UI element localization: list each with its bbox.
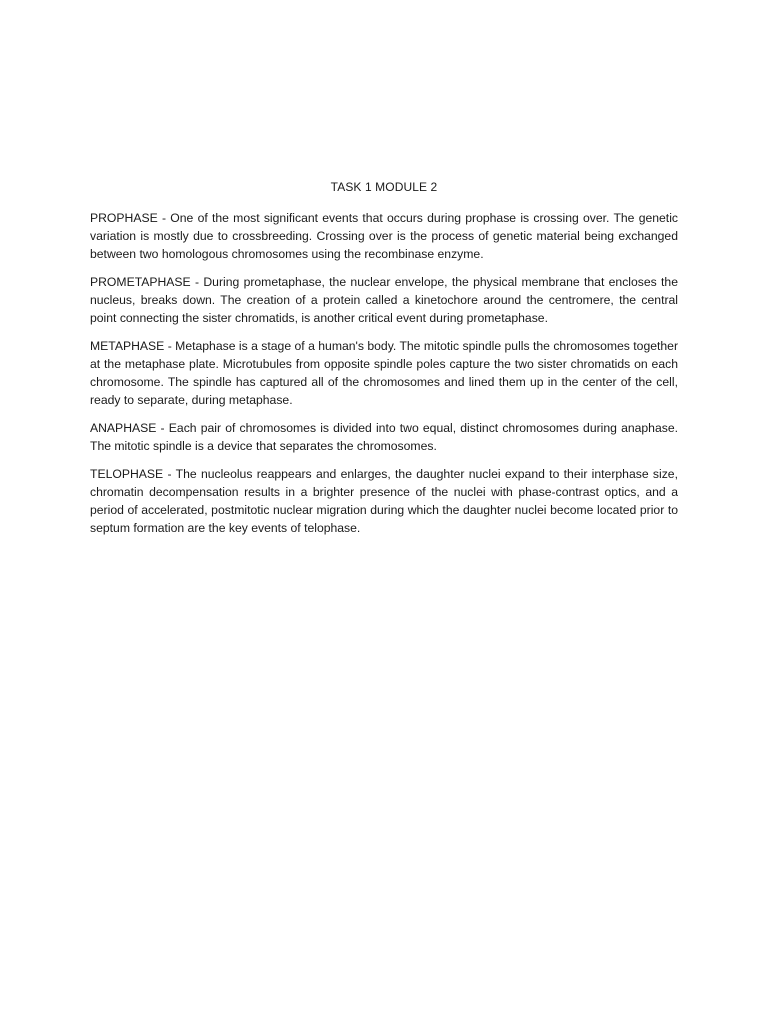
separator: - [190, 275, 204, 289]
separator: - [157, 211, 171, 225]
term-prometaphase: PROMETAPHASE [90, 275, 191, 289]
definition-prophase: One of the most significant events that occurs during prophase is crossing over. The genetic variation is mostly due to crossbreeding. Crossing over is the process of genetic material being exchanged between two homologous chromosomes using the recombinase enzyme. [90, 211, 678, 261]
definition-prometaphase: During prometaphase, the nuclear envelope, the physical membrane that encloses the nucleus, breaks down. The creation of a protein called a kinetochore around the centromere, the central point connecting the sister chromatids, is another critical event during prometaphase. [90, 275, 678, 325]
definition-metaphase: Metaphase is a stage of a human's body. The mitotic spindle pulls the chromosomes together at the metaphase plate. Microtubules from opposite spindle poles capture the two sister chromatids on each chromosome. The spindle has captured all of the chromosomes and lined them up in the center of the cell, ready to separate, during metaphase. [90, 339, 678, 407]
paragraph-prometaphase [90, 273, 678, 327]
term-prophase: PROPHASE [90, 211, 158, 225]
definition-telophase: The nucleolus reappears and enlarges, the daughter nuclei expand to their interphase size, chromatin decompensation results in a brighter presence of the nuclei with phase-contrast optics, and a period of accelerated, postmitotic nuclear migration during which the daughter nuclei become located prior to septum formation are the key events of telophase. [90, 467, 678, 535]
paragraph-telophase [90, 465, 678, 537]
paragraph-prophase [90, 209, 678, 263]
document-title: TASK 1 MODULE 2 [330, 180, 438, 194]
separator: - [156, 421, 169, 435]
separator: - [163, 467, 176, 481]
paragraph-metaphase [90, 337, 678, 409]
document-body [90, 209, 678, 547]
definition-anaphase: Each pair of chromosomes is divided into two equal, distinct chromosomes during anaphase. The mitotic spindle is a device that separates the chromosomes. [90, 421, 678, 453]
term-metaphase: METAPHASE [90, 339, 165, 353]
paragraph-anaphase [90, 419, 678, 455]
term-anaphase: ANAPHASE [90, 421, 157, 435]
term-telophase: TELOPHASE [90, 467, 164, 481]
separator: - [164, 339, 176, 353]
